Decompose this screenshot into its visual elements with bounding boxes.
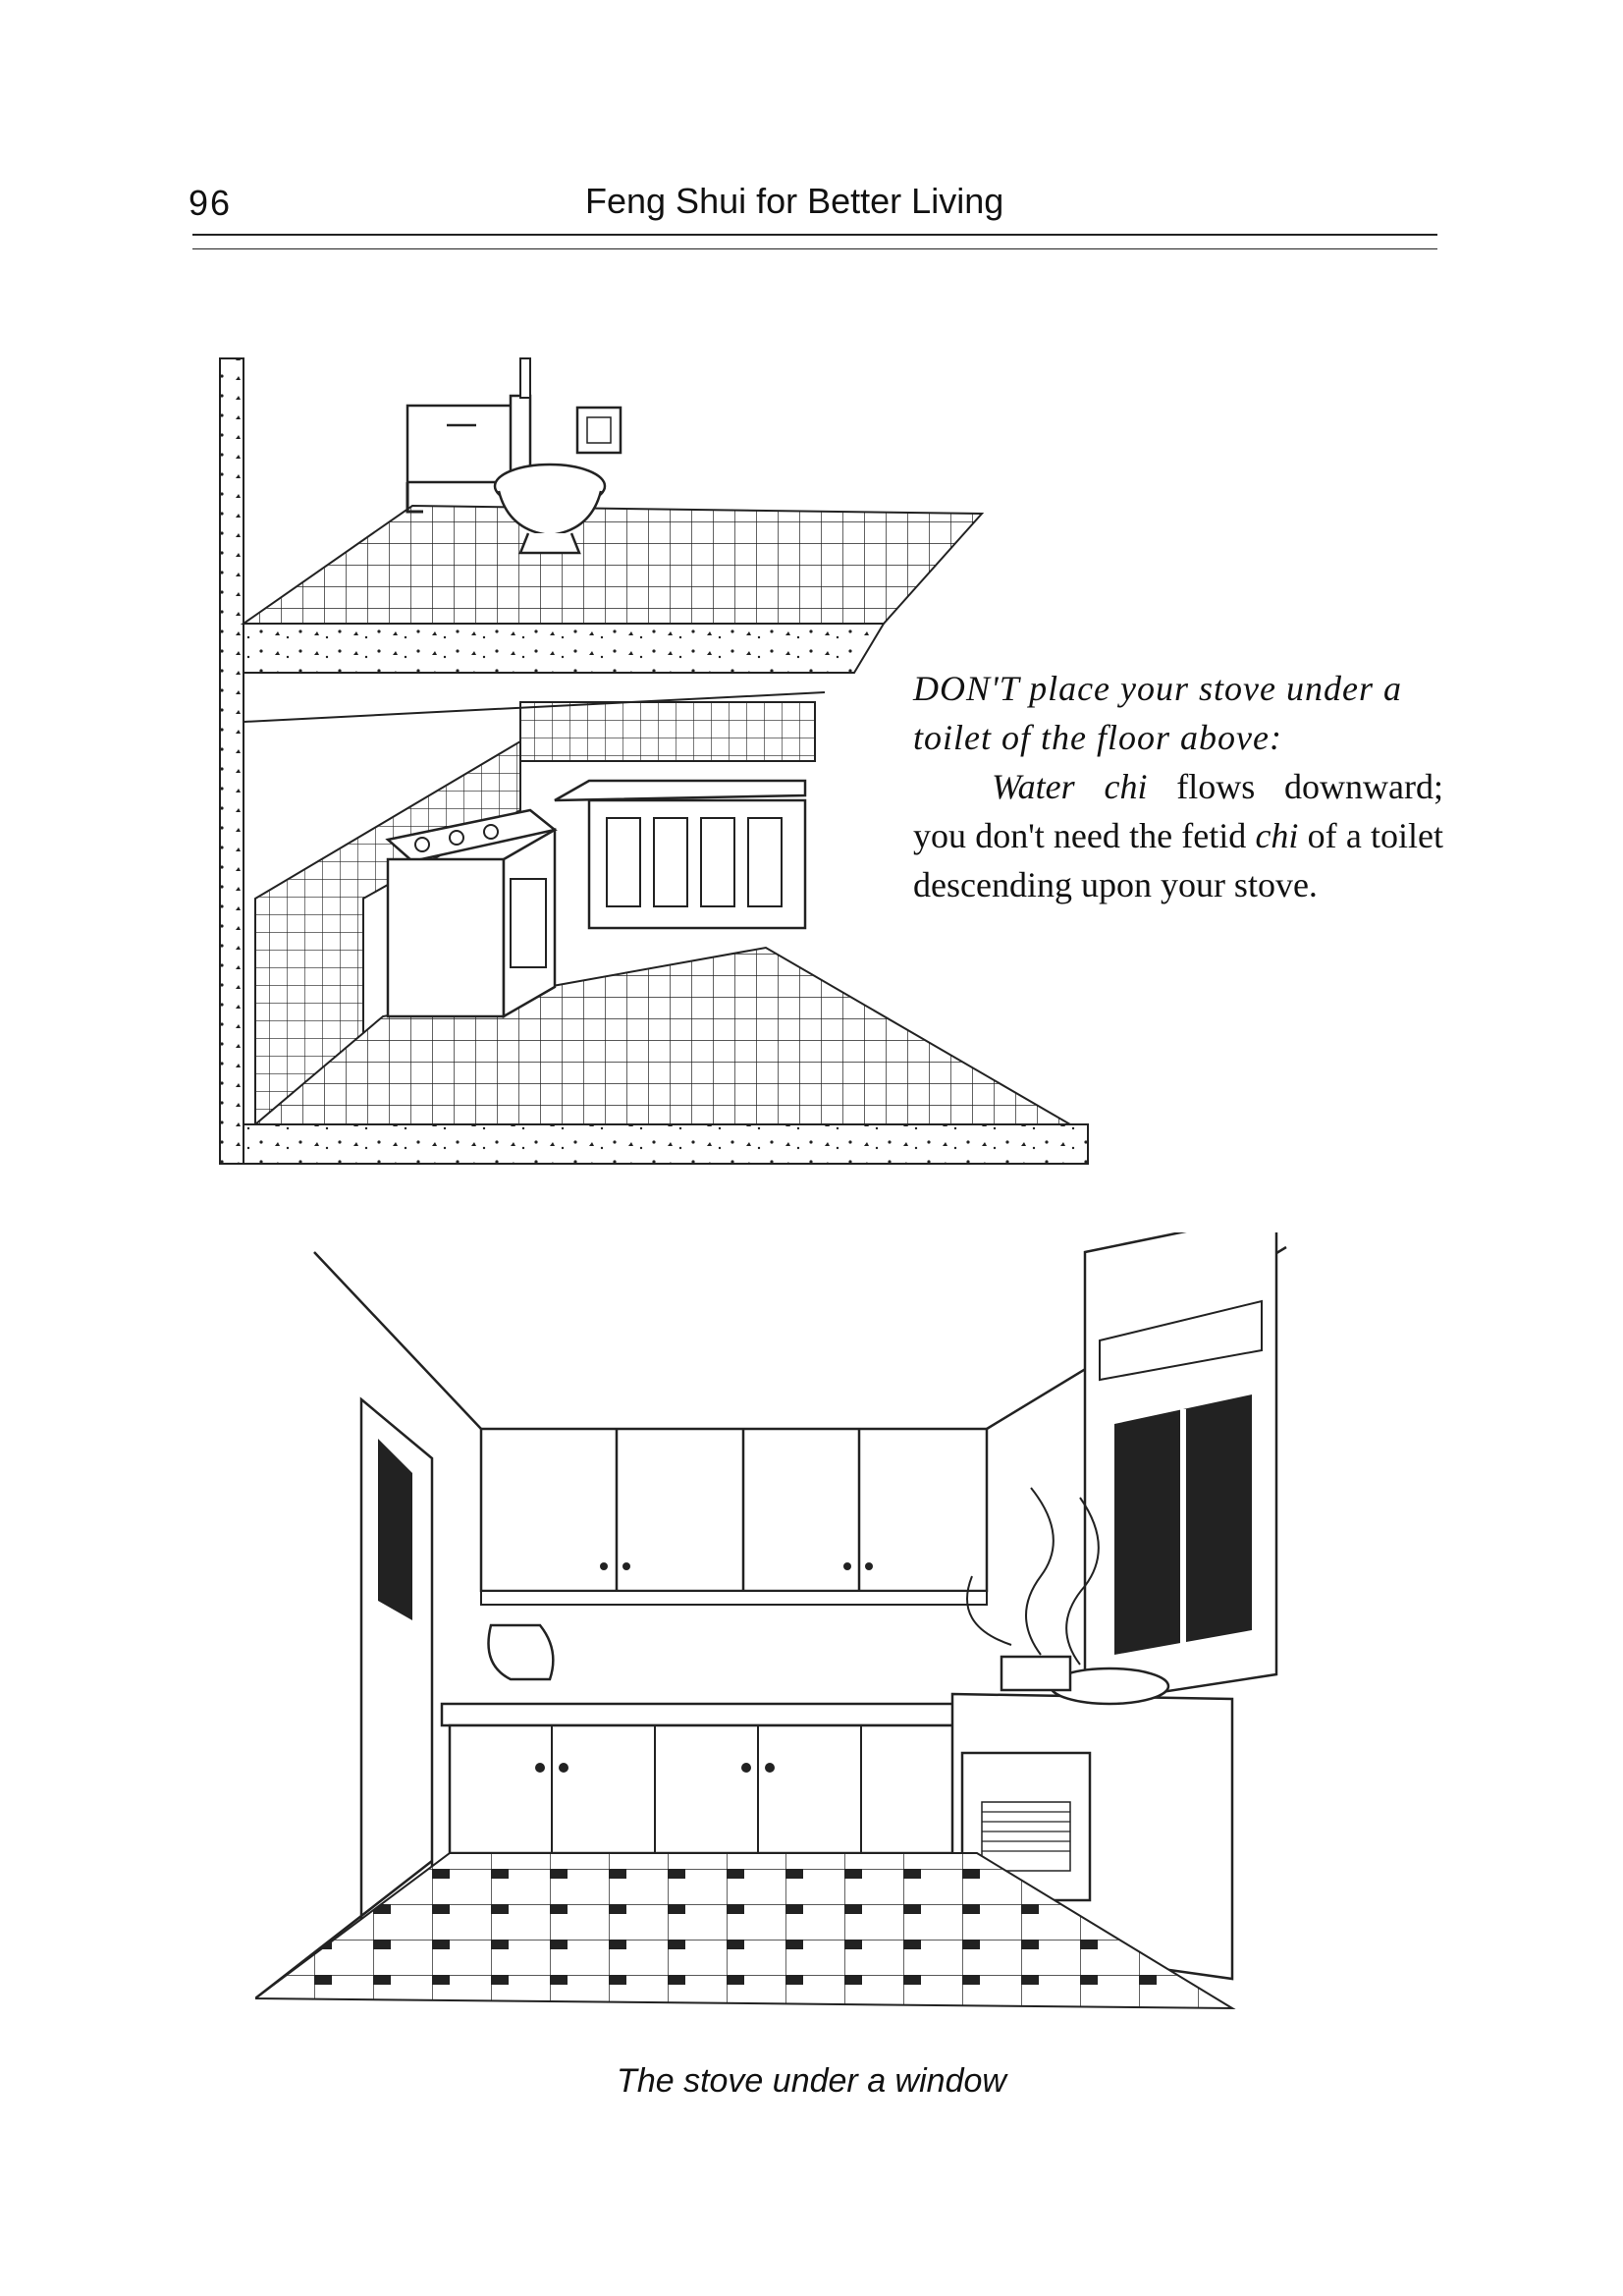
- header-rule-top: [192, 234, 1437, 236]
- caption-body: [913, 762, 1443, 909]
- header-rule-bottom: [192, 248, 1437, 249]
- page-number: 96: [189, 183, 233, 223]
- figure-caption: The stove under a window: [617, 2062, 1006, 2100]
- caption-emphasis-chi: chi: [1255, 816, 1299, 855]
- stove-under-window-illustration: [255, 1232, 1296, 2057]
- caption-body-middle: flows downward; you don't need the fetid: [913, 767, 1443, 855]
- caption-lead: DON'T place your stove under a toilet of the floor above:: [913, 669, 1402, 757]
- caption-emphasis-water-chi: Water chi: [992, 767, 1148, 806]
- warning-caption: [913, 664, 1443, 909]
- running-head: Feng Shui for Better Living: [585, 181, 1004, 221]
- caption-body-end: of a toilet descending upon your stove.: [913, 816, 1443, 904]
